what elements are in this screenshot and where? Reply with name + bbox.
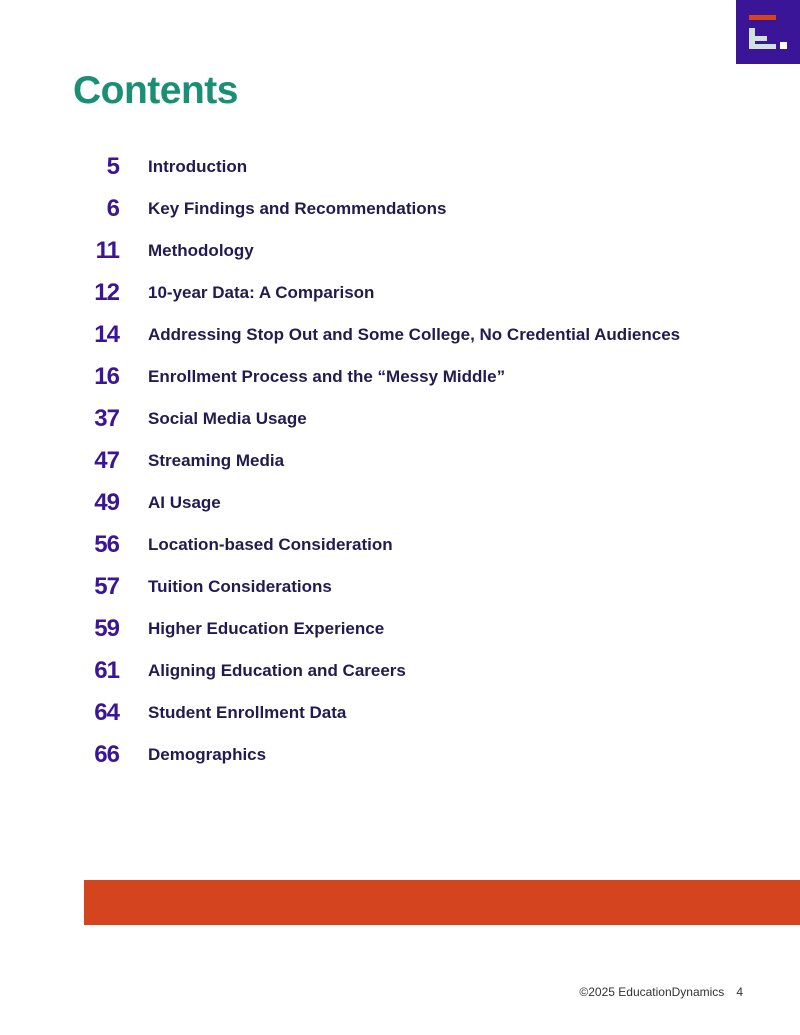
toc-section-title: AI Usage	[148, 493, 221, 512]
toc-entry-ai-usage[interactable]	[0, 482, 680, 524]
copyright-text: ©2025 EducationDynamics	[579, 985, 725, 999]
toc-page-number: 64	[94, 699, 119, 726]
toc-section-title: Social Media Usage	[148, 409, 307, 428]
toc-page-number: 66	[94, 741, 119, 768]
toc-section-title: Key Findings and Recommendations	[148, 199, 447, 218]
toc-entry-introduction[interactable]	[0, 146, 680, 188]
toc-page-number: 56	[94, 531, 119, 558]
toc-section-title: Methodology	[148, 241, 254, 260]
toc-page-number: 37	[94, 405, 119, 432]
toc-section-title: Higher Education Experience	[148, 619, 385, 638]
page-number: 4	[736, 985, 743, 999]
toc-entry-location[interactable]	[0, 524, 680, 566]
toc-section-title: Location-based Consideration	[148, 535, 393, 554]
toc-section-title: Streaming Media	[148, 451, 285, 470]
toc-entry-key-findings[interactable]	[0, 188, 680, 230]
page-footer	[579, 985, 743, 999]
toc-page-number: 57	[94, 573, 119, 600]
toc-entry-social-media[interactable]	[0, 398, 680, 440]
toc-page-number: 16	[94, 363, 119, 390]
logo-e-bottom	[749, 44, 776, 49]
toc-section-title: Aligning Education and Careers	[148, 661, 406, 680]
toc-section-title: Tuition Considerations	[148, 577, 332, 596]
toc-entry-streaming-media[interactable]	[0, 440, 680, 482]
toc-section-title: Addressing Stop Out and Some College, No Credential Audiences	[148, 325, 681, 344]
toc-section-title: Student Enrollment Data	[148, 703, 347, 722]
toc-page-number: 47	[94, 447, 119, 474]
decorative-orange-band	[84, 880, 800, 925]
toc-page-number: 11	[95, 237, 119, 264]
logo-red-bar	[749, 15, 776, 20]
toc-page-number: 61	[94, 657, 119, 684]
toc-page-number: 59	[94, 615, 119, 642]
toc-entry-enrollment-process[interactable]	[0, 356, 680, 398]
toc-section-title: Demographics	[148, 745, 267, 764]
toc-section-title: Introduction	[148, 157, 248, 176]
toc-page-number: 6	[106, 195, 119, 222]
toc-entry-higher-ed-experience[interactable]	[0, 608, 680, 650]
table-of-contents	[0, 146, 680, 776]
toc-page-number: 14	[94, 321, 119, 348]
page-title: Contents	[73, 69, 238, 112]
toc-entry-enrollment-data[interactable]	[0, 692, 680, 734]
toc-section-title: Enrollment Process and the “Messy Middle”	[148, 367, 506, 386]
toc-entry-10-year-data[interactable]	[0, 272, 680, 314]
toc-entry-careers[interactable]	[0, 650, 680, 692]
toc-page-number: 49	[94, 489, 119, 516]
toc-entry-stop-out[interactable]	[0, 314, 680, 356]
logo-dot	[780, 42, 787, 49]
toc-page-number: 5	[106, 153, 119, 180]
toc-page-number: 12	[94, 279, 119, 306]
toc-entry-methodology[interactable]	[0, 230, 680, 272]
logo-e-middle	[749, 36, 767, 41]
toc-entry-demographics[interactable]	[0, 734, 680, 776]
toc-section-title: 10-year Data: A Comparison	[148, 283, 375, 302]
toc-entry-tuition[interactable]	[0, 566, 680, 608]
educationdynamics-logo-icon	[736, 0, 800, 64]
